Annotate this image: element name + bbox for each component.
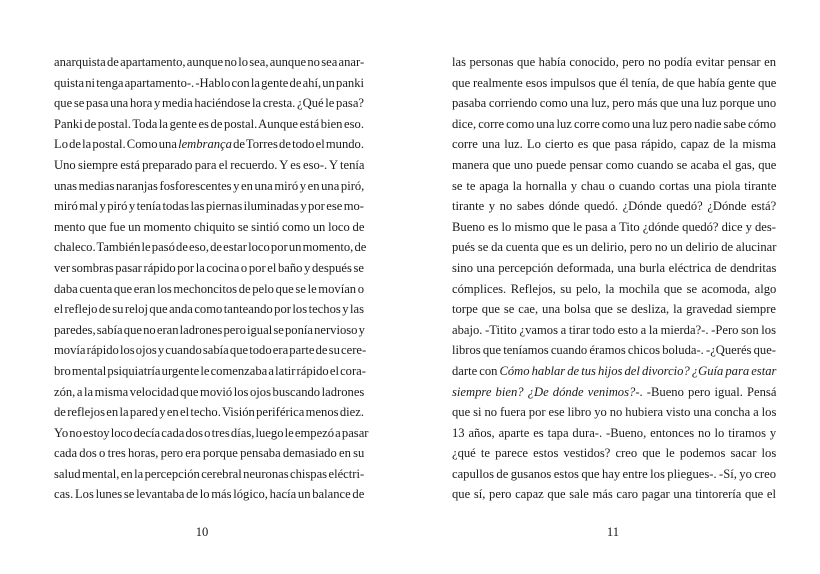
text-run: abajo. -Titito ¿vamos a tirar todo esto a la mierda?-. -Pero son los — [452, 322, 776, 337]
text-line — [452, 320, 776, 341]
text-line — [54, 114, 364, 135]
text-line — [452, 93, 776, 114]
text-run: Bueno es lo mismo que le pasa a Tito ¿dónde quedó? dice y des- — [452, 219, 776, 234]
text-run: torpe que se cae, una bolsa que se desliza, la gravedad siempre — [452, 302, 776, 317]
text-run: daba cuenta que eran los mechoncitos de pelo que se le movían o — [54, 281, 365, 296]
left-page-text — [54, 52, 369, 505]
text-run: salud mental, en la percepción cerebral neuronas chispas eléctri- — [54, 466, 365, 481]
text-line — [54, 340, 367, 361]
left-page-number: 10 — [195, 525, 209, 539]
text-run: el reflejo de su reloj que anda como tanteando por los techos y las — [54, 302, 364, 317]
text-line — [452, 196, 776, 217]
text-line — [54, 237, 367, 258]
text-run: cada dos o tres horas, pero era porque pensaba demasiado en su — [54, 446, 365, 461]
text-run: de reflejos en la pared y en el techo. Visión periférica menos diez. — [54, 405, 364, 420]
text-line — [54, 279, 364, 300]
text-line — [452, 237, 776, 258]
text-line — [452, 73, 776, 94]
right-page-text — [452, 52, 776, 505]
text-line — [452, 279, 776, 300]
text-line — [54, 382, 364, 403]
text-line — [452, 361, 776, 382]
text-run: Uno siempre está preparado para el recuerdo. Y es eso-. Y tenía — [54, 157, 365, 172]
italic-title: siempre bien? ¿De dónde venimos? — [452, 384, 636, 399]
text-run: libros que teníamos cuando éramos chicos boluda-. -¿Querés que- — [452, 343, 776, 358]
text-run: -. -Bueno pero igual. Pensá — [635, 384, 777, 399]
text-line — [54, 258, 364, 279]
text-line — [54, 402, 364, 423]
text-line — [54, 320, 364, 341]
italic-title: lembrança — [178, 137, 232, 152]
text-run: que sí, pero capaz que sale más caro pagar una tintorería que el — [452, 487, 776, 502]
text-line — [54, 155, 364, 176]
text-run: que realmente esos impulsos que él tenía, de que había gente que — [452, 75, 777, 90]
text-line — [452, 114, 776, 135]
text-line — [54, 443, 364, 464]
text-line — [452, 134, 776, 155]
text-run: sino una percepción deformada, una burla eléctrica de dendritas — [452, 260, 777, 275]
text-run: tirante y no sabes dónde quedó. ¿Dónde quedó? ¿Dónde está? — [452, 199, 777, 214]
text-line — [452, 217, 776, 238]
text-run: unas medias naranjas fosforescentes y en una miró y en una piró, — [54, 178, 365, 193]
text-line — [54, 176, 364, 197]
text-run: Lo de la postal. Como una — [54, 137, 179, 152]
text-line — [54, 196, 364, 217]
text-line — [54, 217, 364, 238]
text-run: de Torres de todo el mundo. — [231, 137, 364, 152]
text-run: Panki de postal. Toda la gente es de postal. Aunque está bien eso. — [54, 116, 364, 131]
text-run: paredes, sabía que no eran ladrones pero igual se ponía nervioso y — [54, 322, 365, 337]
text-line — [452, 484, 776, 505]
text-line — [54, 464, 364, 485]
text-run: ver sombras pasar rápido por la cocina o por el baño y después se — [54, 260, 364, 275]
text-line — [452, 464, 776, 485]
text-run: mento que fue un momento chiquito se sintió como un loco de — [54, 219, 365, 234]
text-run: las personas que había conocido, pero no podía evitar pensar en — [452, 55, 776, 69]
text-run: corre una luz. Lo cierto es que pasa rápido, capaz de la misma — [452, 137, 776, 152]
text-line — [54, 93, 364, 114]
text-run: cómplices. Reflejos, su pelo, la mochila que se acomoda, algo — [452, 281, 777, 296]
text-run: 13 años, aparte es tapa dura-. -Bueno, entonces no lo tiramos y — [452, 425, 777, 440]
text-line — [452, 155, 776, 176]
text-line — [54, 361, 364, 382]
text-run: cas. Los lunes se levantaba de lo más lógico, hacía un balance de — [54, 487, 365, 502]
text-run: bro mental psiquiatría urgente le comenzaba a latir rápido el cora- — [54, 363, 366, 378]
text-line — [452, 52, 776, 73]
right-page — [410, 0, 820, 574]
text-run: manera que uno puede pensar como cuando se acaba el gas, que — [452, 157, 777, 172]
italic-title: Cómo hablar de tus hijos del divorcio? ¿Guía para estar — [499, 363, 777, 378]
text-run: movía rápido los ojos y cuando sabía que todo era parte de su cere- — [54, 343, 367, 358]
text-line — [54, 484, 364, 505]
text-line — [452, 402, 776, 423]
text-run: se te apaga la hornalla y chau o cuando cortas una piola tirante — [452, 178, 777, 193]
text-run: pués se da cuenta que es un delirio, pero no un delirio de alucinar — [452, 240, 777, 255]
text-line — [452, 340, 776, 361]
text-run: que si no fuera por ese libro yo no hubiera visto una concha a los — [452, 405, 777, 420]
text-line — [452, 443, 776, 464]
text-line — [54, 423, 369, 444]
text-line — [54, 73, 364, 94]
text-run: ¿qué te parece estos vestidos? creo que le podemos sacar los — [452, 446, 777, 461]
text-run: zón, a la misma velocidad que movió los ojos buscando ladrones — [54, 384, 365, 399]
text-run: Yo no estoy loco decía cada dos o tres días, luego le empezó a pasar — [54, 425, 369, 440]
text-run: capullos de gusanos estos que hay entre los pliegues-. -Sí, yo creo — [452, 466, 776, 481]
text-run: darte con — [452, 363, 500, 378]
text-run: anarquista de apartamento, aunque no lo sea, aunque no sea anar- — [54, 55, 365, 69]
text-line — [54, 52, 364, 73]
text-line — [452, 258, 776, 279]
text-run: quista ni tenga apartamento-. -Hablo con la gente de ahí, un panki — [54, 75, 364, 90]
text-line — [452, 299, 776, 320]
text-line — [452, 176, 776, 197]
text-run: dice, corre como una luz corre como una luz pero nadie sabe cómo — [452, 116, 776, 131]
text-line — [54, 299, 364, 320]
text-run: que se pasa una hora y media haciéndose la cresta. ¿Qué le pasa? — [54, 96, 364, 111]
text-run: pasaba corriendo como una luz, pero más que una luz porque uno — [452, 96, 777, 111]
right-page-number: 11 — [606, 525, 620, 539]
text-run: miró mal y piró y tenía todas las piernas iluminadas y por ese mo- — [54, 199, 364, 214]
text-line — [452, 423, 776, 444]
text-line — [54, 134, 364, 155]
text-line — [452, 382, 776, 403]
text-run: chaleco. También le pasó de eso, de estar loco por un momento, de — [54, 240, 367, 255]
